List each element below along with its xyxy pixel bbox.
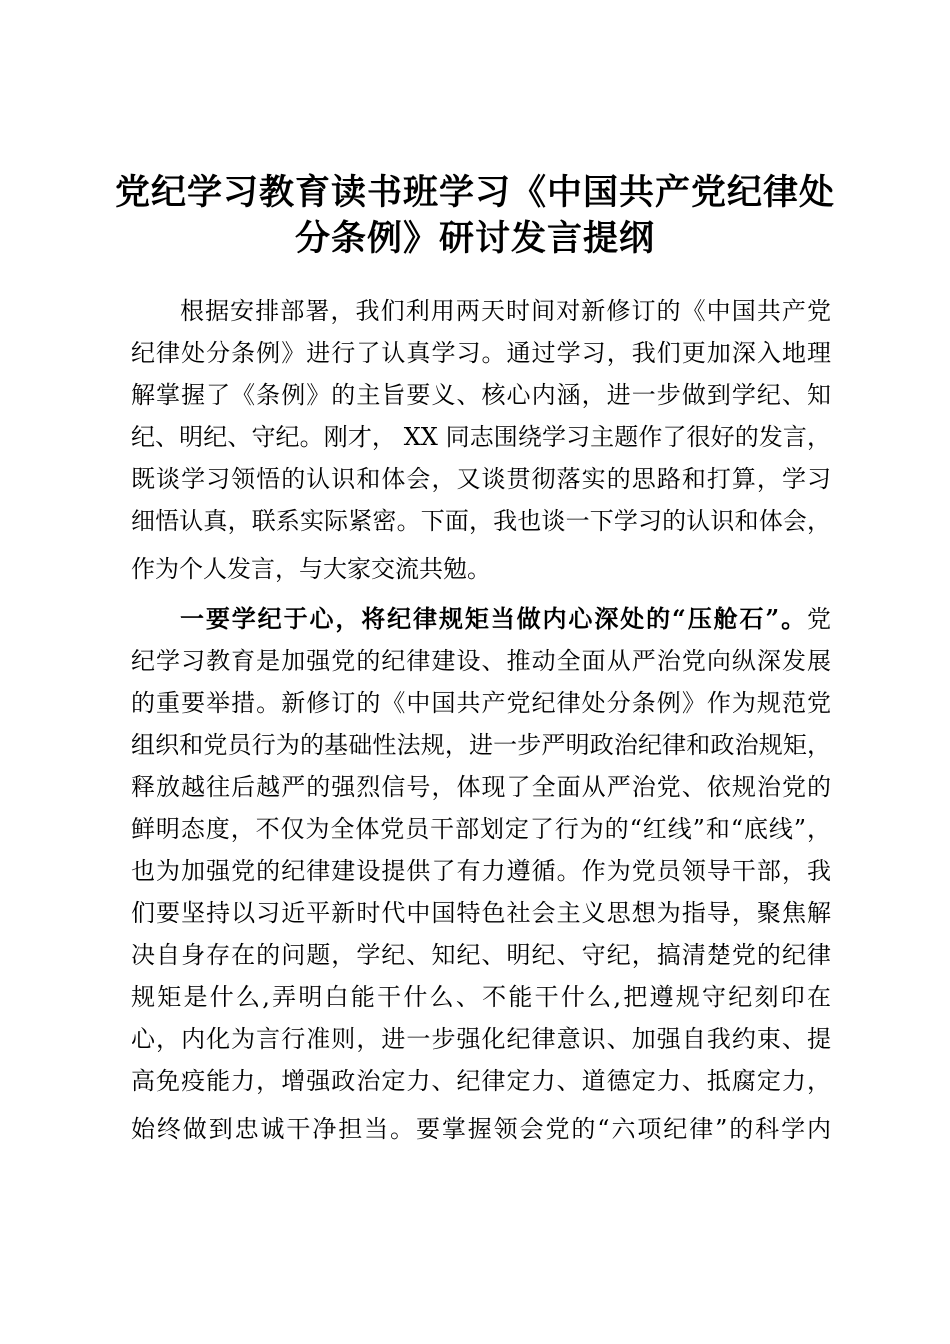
paragraph-1-line: 根据安排部署，我们利用两天时间对新修订的《中国共产党 [180, 297, 831, 325]
title-line-2: 分条例》研讨发言提纲 [294, 219, 655, 259]
paragraph-2-line: 纪学习教育是加强党的纪律建设、推动全面从严治党向纵深发展 [131, 647, 831, 675]
paragraph-2-line: 的重要举措。新修订的《中国共产党纪律处分条例》作为规范党 [131, 689, 831, 717]
paragraph-1-line: 作为个人发言，与大家交流共勉。 [131, 555, 491, 583]
title-line-1: 党纪学习教育读书班学习《中国共产党纪律处 [114, 173, 835, 213]
paragraph-2-line: 也为加强党的纪律建设提供了有力遵循。作为党员领导干部，我 [131, 857, 831, 885]
paragraph-2-line: 组织和党员行为的基础性法规，进一步严明政治纪律和政治规矩， [131, 731, 831, 759]
paragraph-2-line: 们要坚持以习近平新时代中国特色社会主义思想为指导，聚焦解 [131, 899, 831, 927]
paragraph-1-line: 纪律处分条例》进行了认真学习。通过学习，我们更加深入地理 [131, 339, 831, 367]
paragraph-2-line: 释放越往后越严的强烈信号，体现了全面从严治党、依规治党的 [131, 773, 831, 801]
paragraph-1-line: 解掌握了《条例》的主旨要义、核心内涵，进一步做到学纪、知 [131, 381, 831, 409]
paragraph-2-line: 鲜明态度，不仅为全体党员干部划定了行为的“红线”和“底线”， [131, 815, 831, 843]
paragraph-2-heading: 一要学纪于心，将纪律规矩当做内心深处的“压舱石”。 [180, 604, 807, 633]
paragraph-2-line: 决自身存在的问题，学纪、知纪、明纪、守纪，搞清楚党的纪律 [131, 941, 831, 969]
paragraph-2-line: 规矩是什么,弄明白能干什么、不能干什么,把遵规守纪刻印在 [131, 983, 831, 1011]
paragraph-2-line: 始终做到忠诚干净担当。要掌握领会党的“六项纪律”的科学内 [131, 1115, 831, 1143]
paragraph-2-first-line [180, 604, 831, 634]
paragraph-2-line: 高免疫能力，增强政治定力、纪律定力、道德定力、抵腐定力， [131, 1067, 831, 1095]
paragraph-1-line: 既谈学习领悟的认识和体会，又谈贯彻落实的思路和打算，学习 [131, 465, 831, 493]
paragraph-2-first-rest: 党 [807, 605, 831, 633]
paragraph-1-line: 纪、明纪、守纪。刚才， XX 同志围绕学习主题作了很好的发言， [131, 423, 831, 451]
paragraph-2-line: 心，内化为言行准则，进一步强化纪律意识、加强自我约束、提 [131, 1025, 831, 1053]
paragraph-1-line: 细悟认真，联系实际紧密。下面，我也谈一下学习的认识和体会， [131, 507, 831, 535]
document-title [110, 170, 840, 262]
